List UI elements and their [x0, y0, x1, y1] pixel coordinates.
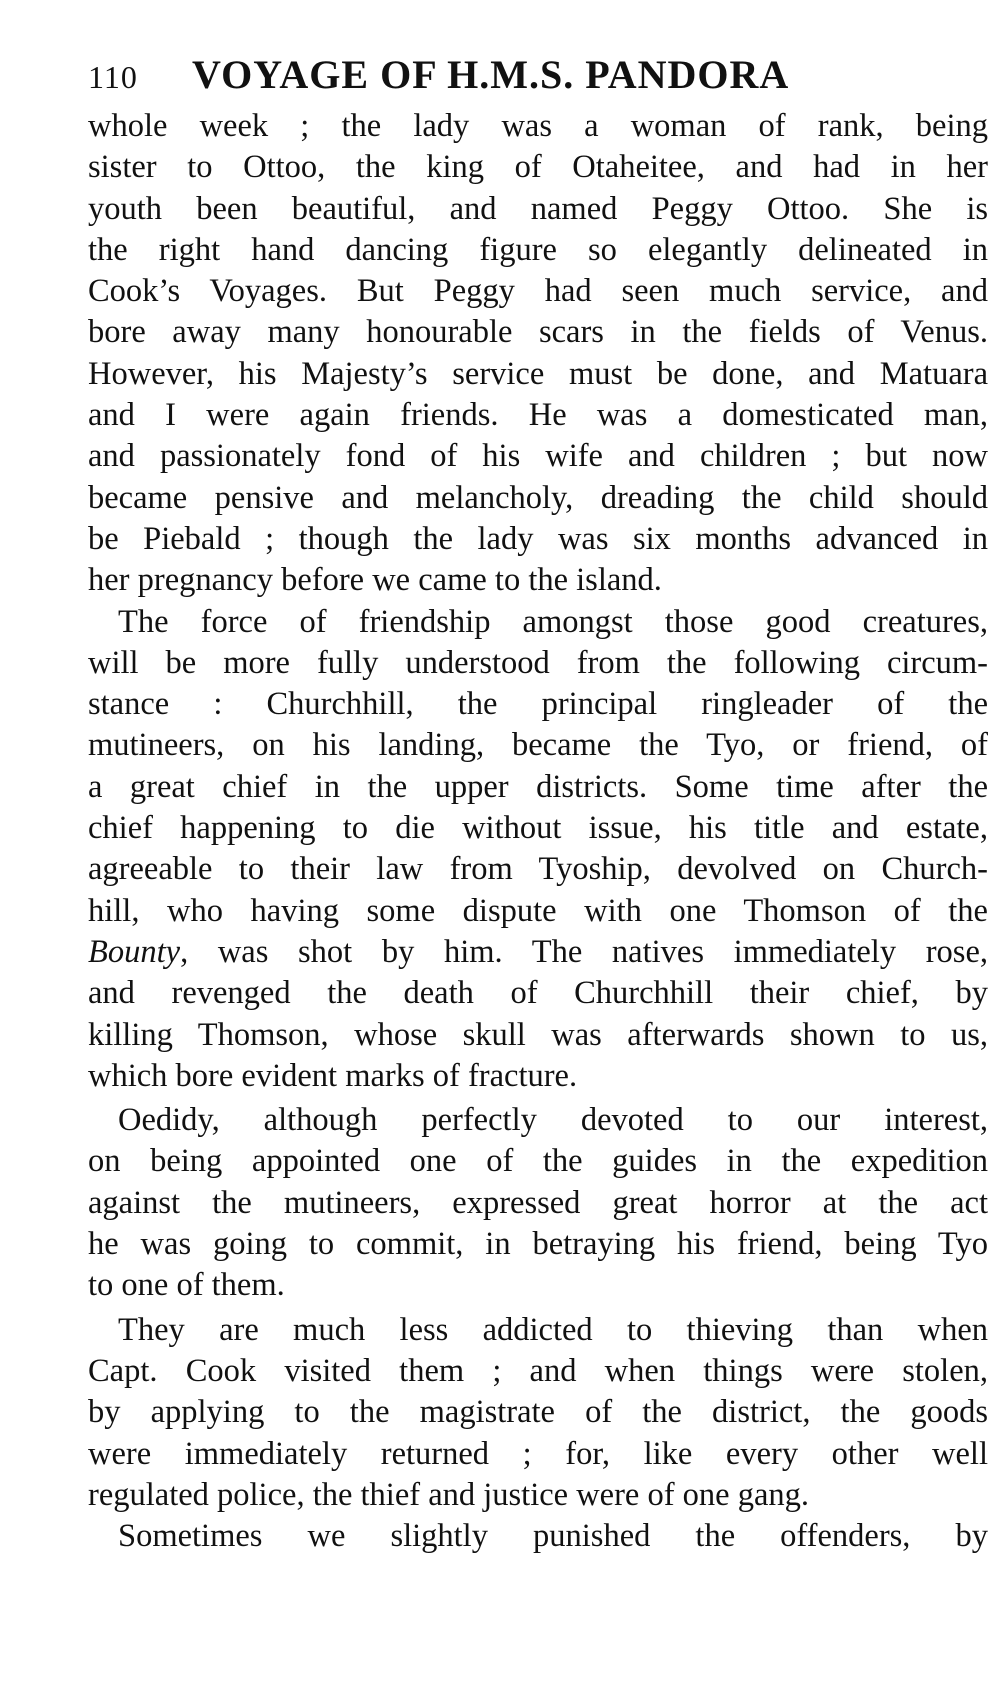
paragraph-4 — [88, 1310, 988, 1516]
text-line: a great chief in the upper districts. Some time after the — [88, 768, 988, 805]
text-line: mutineers, on his landing, became the Tyo, or friend, of — [88, 727, 988, 764]
text-line: her pregnancy before we came to the island. — [88, 562, 662, 599]
text-line: and passionately fond of his wife and children ; but now — [88, 438, 988, 475]
text-line: be Piebald ; though the lady was six months advanced in — [88, 520, 988, 557]
text-line: stance : Churchhill, the principal ringleader of the — [88, 686, 988, 723]
text-line: sister to Ottoo, the king of Otaheitee, and had in her — [88, 149, 988, 186]
text-line: on being appointed one of the guides in the expedition — [88, 1143, 988, 1180]
text-line: and revenged the death of Churchhill their chief, by — [88, 975, 988, 1012]
text-line: chief happening to die without issue, his title and estate, — [88, 810, 988, 847]
text-line: killing Thomson, whose skull was afterwards shown to us, — [88, 1016, 988, 1053]
text-line: agreeable to their law from Tyoship, devolved on Church- — [88, 851, 988, 888]
running-title: VOYAGE OF H.M.S. PANDORA — [192, 52, 790, 97]
text-fragment: , was shot by him. The natives immediately rose, — [180, 933, 988, 970]
text-line: Capt. Cook visited them ; and when things were stolen, — [88, 1352, 988, 1389]
text-line: The force of friendship amongst those good creatures, — [118, 603, 988, 640]
text-line: hill, who having some dispute with one Thomson of the — [88, 892, 988, 929]
page-number: 110 — [88, 59, 138, 95]
text-line: youth been beautiful, and named Peggy Ottoo. She is — [88, 190, 988, 227]
paragraph-1 — [88, 106, 988, 602]
italic-ship-name: Bounty — [88, 933, 181, 970]
text-line: by applying to the magistrate of the district, the goods — [88, 1394, 988, 1431]
text-line: Sometimes we slightly punished the offenders, by — [118, 1518, 988, 1555]
paragraph-5 — [88, 1516, 988, 1557]
text-line: were immediately returned ; for, like every other well — [88, 1435, 988, 1472]
text-line: which bore evident marks of fracture. — [88, 1057, 578, 1094]
text-line: he was going to commit, in betraying his friend, being Tyo — [88, 1226, 988, 1263]
text-line: whole week ; the lady was a woman of rank, being — [88, 108, 988, 144]
text-line: and I were again friends. He was a domesticated man, — [88, 397, 988, 434]
text-line-with-italic — [88, 932, 988, 973]
paragraph-2 — [88, 602, 988, 1098]
text-line: Oedidy, although perfectly devoted to our interest, — [118, 1102, 988, 1139]
text-line: against the mutineers, expressed great horror at the act — [88, 1184, 988, 1221]
text-line: to one of them. — [88, 1267, 285, 1304]
text-line: regulated police, the thief and justice were of one gang. — [88, 1476, 810, 1513]
text-line: bore away many honourable scars in the fields of Venus. — [88, 314, 988, 351]
text-line: However, his Majesty’s service must be done, and Matuara — [88, 355, 988, 392]
text-line: will be more fully understood from the following circum- — [88, 644, 988, 681]
text-line: They are much less addicted to thieving than when — [118, 1311, 988, 1348]
text-line: became pensive and melancholy, dreading the child should — [88, 479, 988, 516]
body-text — [88, 106, 988, 1557]
book-page — [88, 44, 988, 1557]
page-header — [88, 44, 988, 106]
text-line: Cook’s Voyages. But Peggy had seen much service, and — [88, 273, 988, 310]
text-line: the right hand dancing figure so elegantly delineated in — [88, 231, 988, 268]
paragraph-3 — [88, 1100, 988, 1306]
